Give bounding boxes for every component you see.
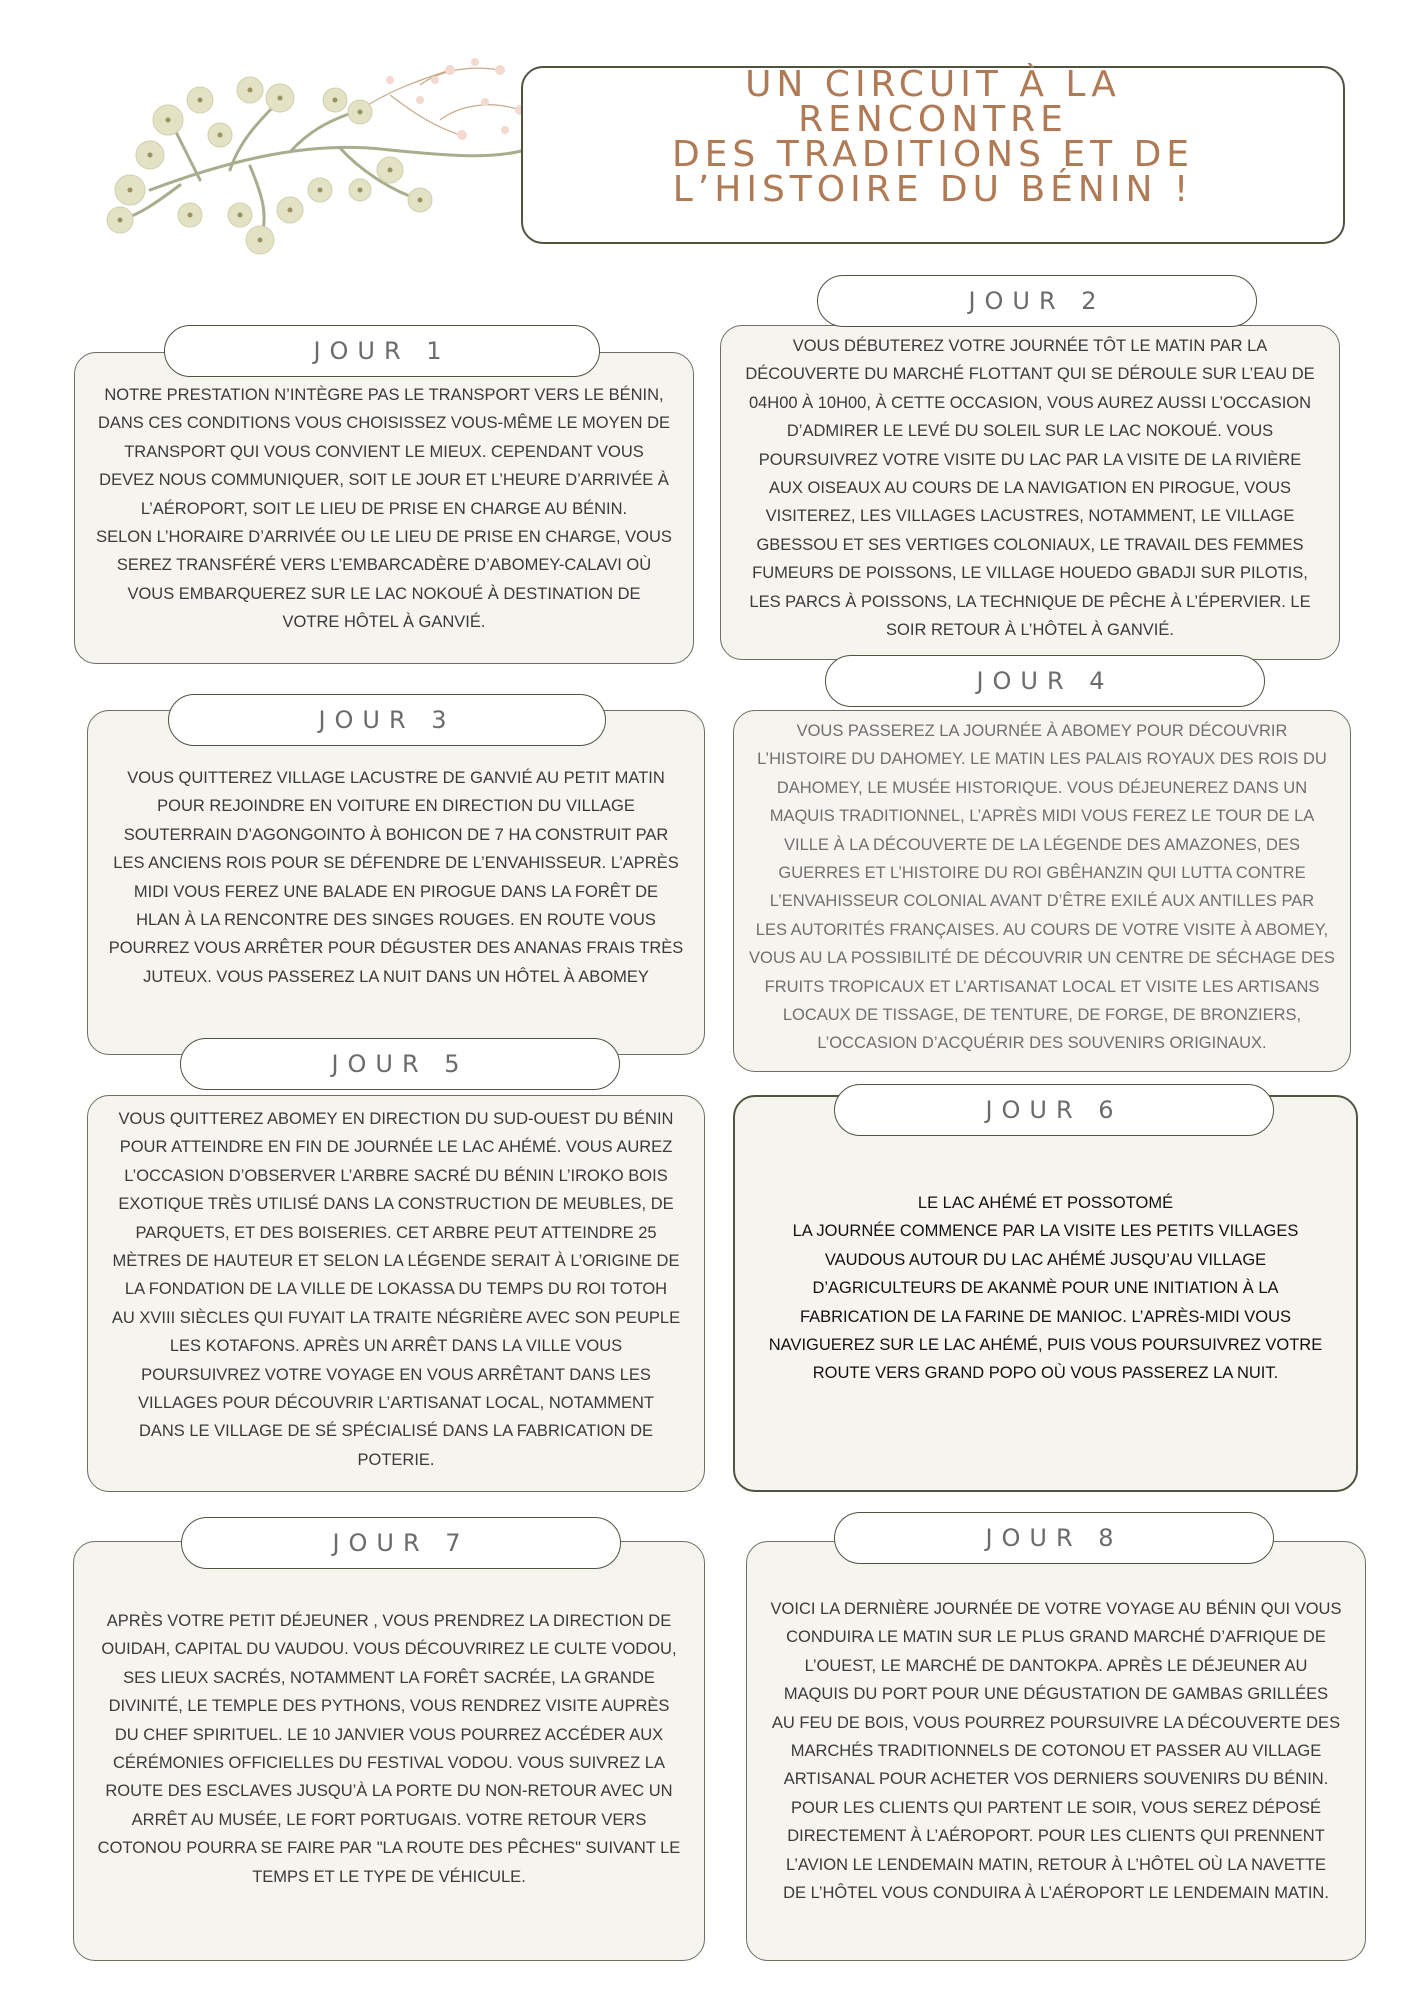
day-1-text: NOTRE PRESTATION N’INTÈGRE PAS LE TRANSPORT VERS LE BÉNIN, DANS CES CONDITIONS VOUS CHOISISSEZ VOUS-MÊME LE MOYEN DE TRANSPORT QUI VOUS CONVIENT LE MIEUX. CEPENDANT VOUS DEVEZ NOUS COMMUNIQUER, SOIT LE JOUR ET L’HEURE D’ARRIVÉE À L’AÉROPORT, SOIT LE LIEU DE PRISE EN CHARGE AU BÉNIN. SELON L’HORAIRE D’ARRIVÉE OU LE LIEU DE PRISE EN CHARGE, VOUS SEREZ TRANSFÉRÉ VERS L’EMBARCADÈRE D’ABOMEY-CALAVI OÙ VOUS EMBARQUEREZ SUR LE LAC NOKOUÉ À DESTINATION DE VOTRE HÔTEL À GANVIÉ. xyxy=(96,386,672,632)
day-4-text: VOUS PASSEREZ LA JOURNÉE À ABOMEY POUR DÉCOUVRIR L’HISTOIRE DU DAHOMEY. LE MATIN LES PALAIS ROYAUX DES ROIS DU DAHOMEY, LE MUSÉE HISTORIQUE. VOUS DÉJEUNEREZ DANS UN MAQUIS TRADITIONNEL, L’APRÈS MIDI VOUS FEREZ LE TOUR DE LA VILLE À LA DÉCOUVERTE DE LA LÉGENDE DES AMAZONES, DES GUERRES ET L’HISTOIRE DU ROI GBÊHANZIN QUI LUTTA CONTRE L’ENVAHISSEUR COLONIAL AVANT D’ÊTRE EXILÉ AUX ANTILLES PAR LES AUTORITÉS FRANÇAISES. AU COURS DE VOTRE VISITE À ABOMEY, VOUS AU LA POSSIBILITÉ DE DÉCOUVRIR UN CENTRE DE SÉCHAGE DES FRUITS TROPICAUX ET L’ARTISANAT LOCAL ET VISITE LES ARTISANS LOCAUX DE TISSAGE, DE TENTURE, DE FORGE, DE BRONZIERS, L’OCCASION D’ACQUÉRIR DES SOUVENIRS ORIGINAUX. xyxy=(749,722,1335,1053)
day-7-text: APRÈS VOTRE PETIT DÉJEUNER , VOUS PRENDREZ LA DIRECTION DE OUIDAH, CAPITAL DU VAUDOU. VOUS DÉCOUVRIREZ LE CULTE VODOU, SES LIEUX SACRÉS, NOTAMMENT LA FORÊT SACRÉE, LA GRANDE DIVINITÉ, LE TEMPLE DES PYTHONS, VOUS RENDREZ VISITE AUPRÈS DU CHEF SPIRITUEL. LE 10 JANVIER VOUS POURREZ ACCÉDER AUX CÉRÉMONIES OFFICIELLES DU FESTIVAL VODOU. VOUS SUIVREZ LA ROUTE DES ESCLAVES JUSQU’À LA PORTE DU NON-RETOUR AVEC UN ARRÊT AU MUSÉE, LE FORT PORTUGAIS. VOTRE RETOUR VERS COTONOU POURRA SE FAIRE PAR "LA ROUTE DES PÊCHES" SUIVANT LE TEMPS ET LE TYPE DE VÉHICULE. xyxy=(97,1612,681,1886)
day-2-text: VOUS DÉBUTEREZ VOTRE JOURNÉE TÔT LE MATIN PAR LA DÉCOUVERTE DU MARCHÉ FLOTTANT QUI SE DÉROULE SUR L’EAU DE 04H00 À 10H00, À CETTE OCCASION, VOUS AUREZ AUSSI L’OCCASION D’ADMIRER LE LEVÉ DU SOLEIL SUR LE LAC NOKOUÉ. VOUS POURSUIVREZ VOTRE VISITE DU LAC PAR LA VISITE DE LA RIVIÈRE AUX OISEAUX AU COURS DE LA NAVIGATION EN PIROGUE, VOUS VISITEREZ, LES VILLAGES LACUSTRES, NOTAMMENT, LE VILLAGE GBESSOU ET SES VERTIGES COLONIAUX, LE TRAVAIL DES FEMMES FUMEURS DE POISSONS, LE VILLAGE HOUEDO GBADJI SUR PILOTIS, LES PARCS À POISSONS, LA TECHNIQUE DE PÊCHE À L’ÉPERVIER. LE SOIR RETOUR À L’HÔTEL À GANVIÉ. xyxy=(745,337,1315,640)
title-line: UN CIRCUIT À LA RENCONTRE xyxy=(745,64,1121,140)
day-5-label: JOUR 5 xyxy=(180,1038,620,1090)
day-2-card xyxy=(720,325,1340,660)
page-title xyxy=(603,64,1263,210)
day-7-label: JOUR 7 xyxy=(181,1517,621,1569)
floral-illustration xyxy=(90,40,530,280)
day-7-card xyxy=(73,1541,705,1961)
day-8-label: JOUR 8 xyxy=(834,1512,1274,1564)
title-line: DES TRADITIONS ET DE xyxy=(671,134,1195,175)
day-8-card xyxy=(746,1541,1366,1961)
day-5-text: VOUS QUITTEREZ ABOMEY EN DIRECTION DU SUD-OUEST DU BÉNIN POUR ATTEINDRE EN FIN DE JOURNÉE LE LAC AHÉMÉ. VOUS AUREZ L’OCCASION D’OBSERVER L’ARBRE SACRÉ DU BÉNIN L’IROKO BOIS EXOTIQUE TRÈS UTILISÉ DANS LA CONSTRUCTION DE MEUBLES, DE PARQUETS, ET DES BOISERIES. CET ARBRE PEUT ATTEINDRE 25 MÈTRES DE HAUTEUR ET SELON LA LÉGENDE SERAIT À L’ORIGINE DE LA FONDATION DE LA VILLE DE LOKASSA DU TEMPS DU ROI TOTOH AU XVIII SIÈCLES QUI FUYAIT LA TRAITE NÉGRIÈRE AVEC SON PEUPLE LES KOTAFONS. APRÈS UN ARRÊT DANS LA VILLE VOUS POURSUIVREZ VOTRE VOYAGE EN VOUS ARRÊTANT DANS LES VILLAGES POUR DÉCOUVRIR L’ARTISANAT LOCAL, NOTAMMENT DANS LE VILLAGE DE SÉ SPÉCIALISÉ DANS LA FABRICATION DE POTERIE. xyxy=(111,1110,681,1469)
day-6-text: LE LAC AHÉMÉ ET POSSOTOMÉ LA JOURNÉE COMMENCE PAR LA VISITE LES PETITS VILLAGES VAUDOUS AUTOUR DU LAC AHÉMÉ JUSQU’AU VILLAGE D’AGRICULTEURS DE AKANMÈ POUR UNE INITIATION À LA FABRICATION DE LA FARINE DE MANIOC. L’APRÈS-MIDI VOUS NAVIGUEREZ SUR LE LAC AHÉMÉ, PUIS VOUS POURSUIVREZ VOTRE ROUTE VERS GRAND POPO OÙ VOUS PASSEREZ LA NUIT. xyxy=(768,1194,1323,1383)
day-4-label: JOUR 4 xyxy=(825,655,1265,707)
day-5-card xyxy=(87,1095,705,1492)
title-box xyxy=(521,66,1345,244)
day-3-label: JOUR 3 xyxy=(168,694,606,746)
day-3-card xyxy=(87,710,705,1055)
day-2-label: JOUR 2 xyxy=(817,275,1257,327)
day-1-label: JOUR 1 xyxy=(164,325,600,377)
day-6-card xyxy=(733,1095,1358,1492)
day-1-card xyxy=(74,352,694,664)
day-8-text: VOICI LA DERNIÈRE JOURNÉE DE VOTRE VOYAGE AU BÉNIN QUI VOUS CONDUIRA LE MATIN SUR LE PLUS GRAND MARCHÉ D’AFRIQUE DE L’OUEST, LE MARCHÉ DE DANTOKPA. APRÈS LE DÉJEUNER AU MAQUIS DU PORT POUR UNE DÉGUSTATION DE GAMBAS GRILLÉES AU FEU DE BOIS, VOUS POURREZ POURSUIVRE LA DÉCOUVERTE DES MARCHÉS TRADITIONNELS DE COTONOU ET PASSER AU VILLAGE ARTISANAL POUR ACHETER VOS DERNIERS SOUVENIRS DU BÉNIN. POUR LES CLIENTS QUI PARTENT LE SOIR, VOUS SEREZ DÉPOSÉ DIRECTEMENT À L’AÉROPORT. POUR LES CLIENTS QUI PRENNENT L’AVION LE LENDEMAIN MATIN, RETOUR À L’HÔTEL OÙ LA NAVETTE DE L’HÔTEL VOUS CONDUIRA À L’AÉROPORT LE LENDEMAIN MATIN. xyxy=(770,1600,1342,1903)
day-4-card xyxy=(733,710,1351,1072)
day-6-label: JOUR 6 xyxy=(834,1084,1274,1136)
title-line: L’HISTOIRE DU BÉNIN ! xyxy=(672,169,1194,210)
day-3-text: VOUS QUITTEREZ VILLAGE LACUSTRE DE GANVIÉ AU PETIT MATIN POUR REJOINDRE EN VOITURE EN DIRECTION DU VILLAGE SOUTERRAIN D’AGONGOINTO À BOHICON DE 7 HA CONSTRUIT PAR LES ANCIENS ROIS POUR SE DÉFENDRE DE L’ENVAHISSEUR. L’APRÈS MIDI VOUS FEREZ UNE BALADE EN PIROGUE DANS LA FORÊT DE HLAN À LA RENCONTRE DES SINGES ROUGES. EN ROUTE VOUS POURREZ VOUS ARRÊTER POUR DÉGUSTER DES ANANAS FRAIS TRÈS JUTEUX. VOUS PASSEREZ LA NUIT DANS UN HÔTEL À ABOMEY xyxy=(108,769,684,986)
